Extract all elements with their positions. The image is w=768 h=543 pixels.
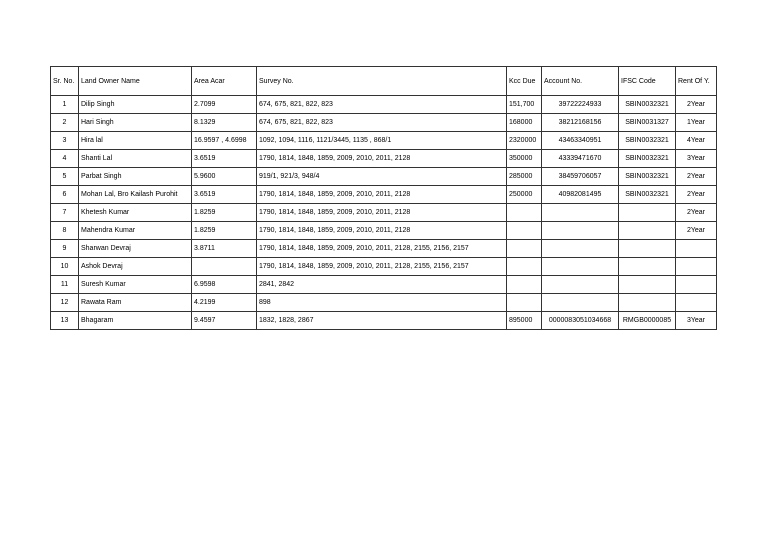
- area-cell: 3.8711: [192, 240, 257, 258]
- area-cell: 2.7099: [192, 96, 257, 114]
- account-no-cell: 43463340951: [542, 132, 619, 150]
- survey-no-cell: 1790, 1814, 1848, 1859, 2009, 2010, 2011, 2128: [257, 150, 507, 168]
- rent-cell: 2Year: [676, 96, 717, 114]
- owner-name-cell: Bhagaram: [79, 312, 192, 330]
- survey-no-cell: 1092, 1094, 1116, 1121/3445, 1135 , 868/1: [257, 132, 507, 150]
- area-cell: 8.1329: [192, 114, 257, 132]
- owner-name-cell: Dilip Singh: [79, 96, 192, 114]
- survey-no-cell: 2841, 2842: [257, 276, 507, 294]
- survey-no-cell: 1790, 1814, 1848, 1859, 2009, 2010, 2011, 2128: [257, 222, 507, 240]
- rent-cell: 4Year: [676, 132, 717, 150]
- kcc-due-cell: [507, 276, 542, 294]
- sr-no-cell: 3: [51, 132, 79, 150]
- table-row: [51, 114, 717, 132]
- account-no-cell: 38212168156: [542, 114, 619, 132]
- area-cell: 3.6519: [192, 186, 257, 204]
- kcc-due-cell: 350000: [507, 150, 542, 168]
- rent-cell: 1Year: [676, 114, 717, 132]
- account-no-cell: [542, 258, 619, 276]
- table-row: [51, 150, 717, 168]
- kcc-due-cell: [507, 258, 542, 276]
- owner-name-cell: Hira lal: [79, 132, 192, 150]
- ifsc-code-cell: RMGB0000085: [619, 312, 676, 330]
- header-survey-no: Survey No.: [257, 67, 507, 96]
- table-body: [51, 96, 717, 330]
- rent-cell: 3Year: [676, 312, 717, 330]
- owner-name-cell: Ashok Devraj: [79, 258, 192, 276]
- survey-no-cell: 919/1, 921/3, 948/4: [257, 168, 507, 186]
- sr-no-cell: 11: [51, 276, 79, 294]
- account-no-cell: 40982081495: [542, 186, 619, 204]
- sr-no-cell: 10: [51, 258, 79, 276]
- rent-cell: 3Year: [676, 150, 717, 168]
- survey-no-cell: 1790, 1814, 1848, 1859, 2009, 2010, 2011, 2128, 2155, 2156, 2157: [257, 240, 507, 258]
- account-no-cell: 39722224933: [542, 96, 619, 114]
- owner-name-cell: Rawata Ram: [79, 294, 192, 312]
- area-cell: [192, 258, 257, 276]
- kcc-due-cell: [507, 294, 542, 312]
- table-row: [51, 240, 717, 258]
- table-row: [51, 258, 717, 276]
- kcc-due-cell: 895000: [507, 312, 542, 330]
- account-no-cell: [542, 204, 619, 222]
- owner-name-cell: Suresh Kumar: [79, 276, 192, 294]
- ifsc-code-cell: [619, 240, 676, 258]
- sr-no-cell: 8: [51, 222, 79, 240]
- survey-no-cell: 1832, 1828, 2867: [257, 312, 507, 330]
- owner-name-cell: Mohan Lal, Bro Kailash Purohit: [79, 186, 192, 204]
- header-sr-no: Sr. No.: [51, 67, 79, 96]
- table-row: [51, 132, 717, 150]
- account-no-cell: 43339471670: [542, 150, 619, 168]
- sr-no-cell: 2: [51, 114, 79, 132]
- sr-no-cell: 5: [51, 168, 79, 186]
- table-row: [51, 312, 717, 330]
- sr-no-cell: 9: [51, 240, 79, 258]
- sr-no-cell: 7: [51, 204, 79, 222]
- header-rent-of-year: Rent Of Y.: [676, 67, 717, 96]
- table-row: [51, 222, 717, 240]
- area-cell: 16.9597 , 4.6998: [192, 132, 257, 150]
- owner-name-cell: Hari Singh: [79, 114, 192, 132]
- area-cell: 1.8259: [192, 204, 257, 222]
- account-no-cell: [542, 276, 619, 294]
- rent-cell: 2Year: [676, 186, 717, 204]
- survey-no-cell: 1790, 1814, 1848, 1859, 2009, 2010, 2011, 2128: [257, 186, 507, 204]
- owner-name-cell: Shanti Lal: [79, 150, 192, 168]
- kcc-due-cell: [507, 222, 542, 240]
- ifsc-code-cell: [619, 294, 676, 312]
- rent-cell: 2Year: [676, 204, 717, 222]
- ifsc-code-cell: SBIN0032321: [619, 186, 676, 204]
- kcc-due-cell: 151,700: [507, 96, 542, 114]
- rent-cell: 2Year: [676, 168, 717, 186]
- sr-no-cell: 13: [51, 312, 79, 330]
- table-row: [51, 294, 717, 312]
- kcc-due-cell: 250000: [507, 186, 542, 204]
- ifsc-code-cell: SBIN0032321: [619, 168, 676, 186]
- survey-no-cell: 674, 675, 821, 822, 823: [257, 96, 507, 114]
- ifsc-code-cell: [619, 204, 676, 222]
- ifsc-code-cell: [619, 258, 676, 276]
- ifsc-code-cell: [619, 276, 676, 294]
- account-no-cell: [542, 240, 619, 258]
- sr-no-cell: 1: [51, 96, 79, 114]
- survey-no-cell: 1790, 1814, 1848, 1859, 2009, 2010, 2011, 2128: [257, 204, 507, 222]
- owner-name-cell: Khetesh Kumar: [79, 204, 192, 222]
- ifsc-code-cell: SBIN0032321: [619, 150, 676, 168]
- survey-no-cell: 898: [257, 294, 507, 312]
- area-cell: 3.6519: [192, 150, 257, 168]
- table-row: [51, 186, 717, 204]
- header-row: [51, 67, 717, 96]
- kcc-due-cell: [507, 240, 542, 258]
- header-ifsc-code: IFSC Code: [619, 67, 676, 96]
- area-cell: 1.8259: [192, 222, 257, 240]
- kcc-due-cell: 168000: [507, 114, 542, 132]
- rent-cell: [676, 294, 717, 312]
- ifsc-code-cell: SBIN0032321: [619, 132, 676, 150]
- rent-cell: [676, 276, 717, 294]
- header-kcc-due: Kcc Due: [507, 67, 542, 96]
- ifsc-code-cell: [619, 222, 676, 240]
- survey-no-cell: 1790, 1814, 1848, 1859, 2009, 2010, 2011, 2128, 2155, 2156, 2157: [257, 258, 507, 276]
- area-cell: 6.9598: [192, 276, 257, 294]
- kcc-due-cell: [507, 204, 542, 222]
- sr-no-cell: 4: [51, 150, 79, 168]
- account-no-cell: 38459706057: [542, 168, 619, 186]
- kcc-due-cell: 2320000: [507, 132, 542, 150]
- survey-no-cell: 674, 675, 821, 822, 823: [257, 114, 507, 132]
- header-account-no: Account No.: [542, 67, 619, 96]
- sr-no-cell: 6: [51, 186, 79, 204]
- header-area-acar: Area Acar: [192, 67, 257, 96]
- rent-cell: 2Year: [676, 222, 717, 240]
- account-no-cell: [542, 222, 619, 240]
- area-cell: 4.2199: [192, 294, 257, 312]
- owner-name-cell: Sharwan Devraj: [79, 240, 192, 258]
- rent-cell: [676, 258, 717, 276]
- owner-name-cell: Parbat Singh: [79, 168, 192, 186]
- ifsc-code-cell: SBIN0031327: [619, 114, 676, 132]
- table-row: [51, 96, 717, 114]
- ifsc-code-cell: SBIN0032321: [619, 96, 676, 114]
- table-row: [51, 276, 717, 294]
- owner-name-cell: Mahendra Kumar: [79, 222, 192, 240]
- area-cell: 9.4597: [192, 312, 257, 330]
- table-row: [51, 168, 717, 186]
- table-row: [51, 204, 717, 222]
- sr-no-cell: 12: [51, 294, 79, 312]
- area-cell: 5.9600: [192, 168, 257, 186]
- account-no-cell: [542, 294, 619, 312]
- rent-cell: [676, 240, 717, 258]
- header-land-owner-name: Land Owner Name: [79, 67, 192, 96]
- kcc-due-cell: 285000: [507, 168, 542, 186]
- land-owner-table: [50, 66, 717, 330]
- account-no-cell: 0000083051034668: [542, 312, 619, 330]
